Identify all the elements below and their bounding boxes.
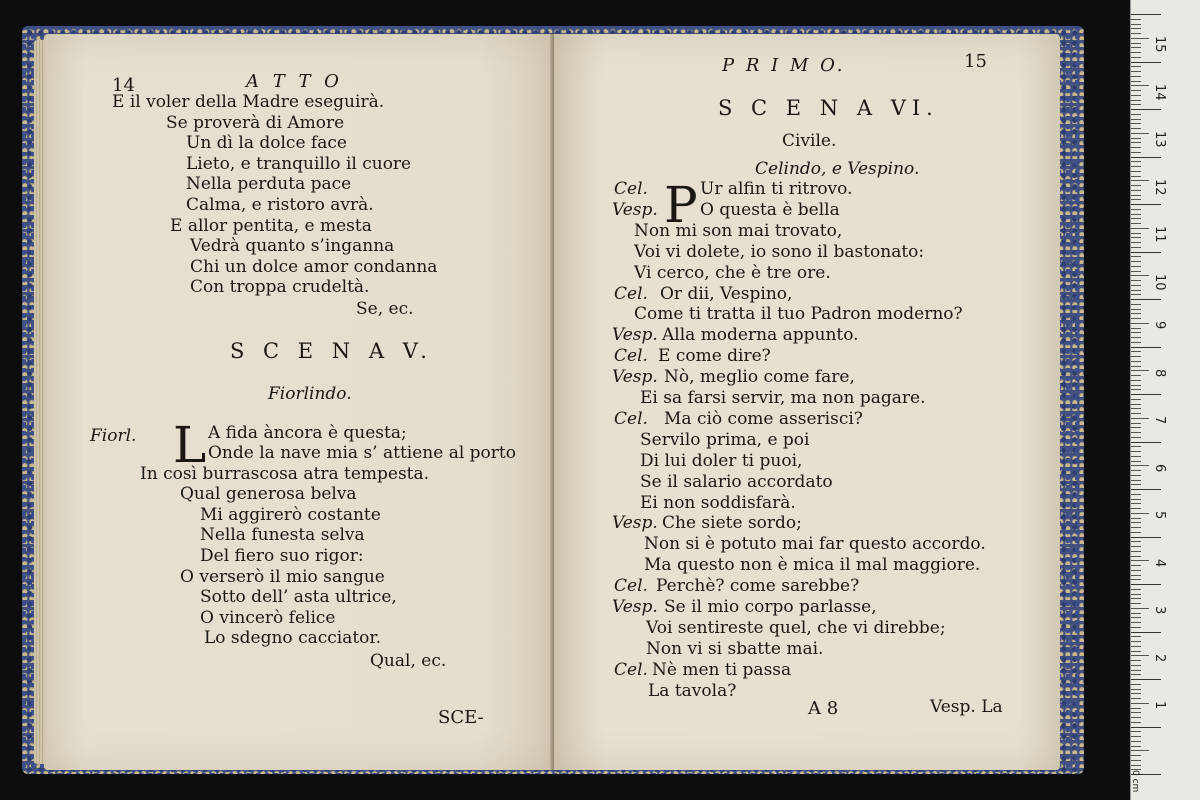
ruler-tick <box>1131 380 1141 381</box>
ruler-tick <box>1131 266 1141 267</box>
ruler-number: 3 <box>1152 606 1167 615</box>
ruler-tick <box>1131 556 1141 557</box>
ruler-tick <box>1131 537 1161 538</box>
ruler-tick <box>1131 636 1141 637</box>
ruler-tick <box>1131 703 1149 704</box>
ruler-tick <box>1131 309 1141 310</box>
ruler-tick <box>1131 575 1141 576</box>
ruler-tick <box>1131 674 1141 675</box>
ruler-tick <box>1131 342 1141 343</box>
dialogue-line: Vi cerco, che è tre ore. <box>634 262 831 283</box>
ruler-tick <box>1131 33 1141 34</box>
dialogue-line: E come dire? <box>658 346 771 367</box>
ruler-tick <box>1131 337 1141 338</box>
ruler-tick <box>1131 209 1141 210</box>
ruler-tick <box>1131 760 1141 761</box>
ruler-tick <box>1131 318 1141 319</box>
ruler-tick <box>1131 670 1141 671</box>
ruler-tick <box>1131 57 1141 58</box>
ruler-tick <box>1131 513 1149 514</box>
ruler-tick <box>1131 589 1141 590</box>
verse-line: In così burrascosa atra tempesta. <box>140 463 430 484</box>
dialogue-line: La tavola? <box>648 680 737 701</box>
ruler-tick <box>1131 465 1149 466</box>
ruler-tick <box>1131 480 1141 481</box>
dialogue-line: Se il mio corpo parlasse, <box>664 597 877 617</box>
ruler-tick <box>1131 332 1141 333</box>
verse-line: Lo sdegno cacciator. <box>204 628 382 649</box>
ruler-tick <box>1131 456 1141 457</box>
ruler-tick <box>1131 328 1141 329</box>
dialogue-line: Alla moderna appunto. <box>662 325 859 346</box>
catchword-right: Vesp. La <box>930 697 1003 717</box>
ruler-tick <box>1131 204 1161 205</box>
ruler-tick <box>1131 442 1161 443</box>
ruler-tick <box>1131 152 1141 153</box>
ruler-tick <box>1131 598 1141 599</box>
ruler-tick <box>1131 185 1141 186</box>
ruler-number: 2 <box>1152 653 1167 662</box>
ruler-tick <box>1131 684 1141 685</box>
ruler-tick <box>1131 617 1141 618</box>
ruler-number: 14 <box>1152 83 1167 101</box>
ruler-tick <box>1131 712 1141 713</box>
verse-line: Mi aggirerò costante <box>200 504 381 525</box>
ruler-tick <box>1131 161 1141 162</box>
ruler-tick <box>1131 389 1141 390</box>
ruler-tick <box>1131 228 1149 229</box>
ruler-tick <box>1131 508 1141 509</box>
ruler-tick <box>1131 717 1141 718</box>
ruler-tick <box>1131 727 1161 728</box>
dialogue-line: Voi sentireste quel, che vi direbbe; <box>646 617 946 638</box>
verse-line: O vincerò felice <box>200 607 336 628</box>
ruler-tick <box>1131 85 1149 86</box>
speaker-label: Vesp. <box>612 597 658 617</box>
ruler-tick <box>1131 527 1141 528</box>
dialogue-line: Servilo prima, e poi <box>640 429 810 450</box>
verse-line: Con troppa crudeltà. <box>190 277 370 298</box>
dialogue-line: Come ti tratta il tuo Padron moderno? <box>634 304 963 325</box>
speaker-label: Cel. <box>614 179 648 199</box>
verse-line: Nella perduta pace <box>186 174 352 195</box>
ruler-tick <box>1131 242 1141 243</box>
ruler-tick <box>1131 304 1141 305</box>
ruler-tick <box>1131 195 1141 196</box>
dialogue-line: Non si è potuto mai far questo accordo. <box>644 534 986 555</box>
ruler-tick <box>1131 100 1141 101</box>
ruler-tick <box>1131 603 1141 604</box>
ruler-tick <box>1131 570 1141 571</box>
ruler-tick <box>1131 119 1141 120</box>
scene-heading-right: S C E N A VI. <box>718 96 939 120</box>
verse-line: Chi un dolce amor condanna <box>190 256 438 277</box>
ruler-tick <box>1131 551 1141 552</box>
ruler-tick <box>1131 594 1141 595</box>
ruler-tick <box>1131 299 1161 300</box>
ruler-tick <box>1131 356 1141 357</box>
ruler-tick <box>1131 166 1141 167</box>
ruler-tick <box>1131 190 1141 191</box>
ruler-tick <box>1131 157 1161 158</box>
dialogue-line: Di lui doler ti puoi, <box>640 450 803 471</box>
ruler-tick <box>1131 518 1141 519</box>
ruler-tick <box>1131 413 1141 414</box>
ruler-tick <box>1131 233 1141 234</box>
ruler-tick <box>1131 651 1141 652</box>
ruler-number: 13 <box>1152 131 1167 148</box>
ruler-tick <box>1131 199 1141 200</box>
ruler-tick <box>1131 423 1141 424</box>
ruler-tick <box>1131 693 1141 694</box>
ruler-tick <box>1131 394 1161 395</box>
ruler-number: 5 <box>1152 511 1167 520</box>
ruler-tick <box>1131 484 1141 485</box>
verse1-end: Se, ec. <box>356 299 414 319</box>
ruler-tick <box>1131 418 1149 419</box>
ruler-tick <box>1131 218 1141 219</box>
ruler-tick <box>1131 261 1141 262</box>
ruler-tick <box>1131 565 1141 566</box>
page-number-left: 14 <box>112 75 135 96</box>
ruler-tick <box>1131 370 1149 371</box>
ruler-tick <box>1131 503 1141 504</box>
ruler-tick <box>1131 741 1141 742</box>
speaker-label: Vesp. <box>612 199 658 220</box>
ruler-tick <box>1131 689 1141 690</box>
ruler-tick <box>1131 237 1141 238</box>
ruler-tick <box>1131 24 1141 25</box>
ruler-tick <box>1131 323 1149 324</box>
ruler-tick <box>1131 123 1141 124</box>
ruler-tick <box>1131 385 1141 386</box>
ruler-tick <box>1131 746 1141 747</box>
verse-line: O verserò il mio sangue <box>180 566 385 587</box>
ruler-number: 4 <box>1152 558 1167 567</box>
ruler-tick <box>1131 252 1161 253</box>
ruler-tick <box>1131 731 1141 732</box>
speaker-label: Vesp. <box>612 325 658 346</box>
ruler-tick <box>1131 52 1141 53</box>
ruler-tick <box>1131 114 1141 115</box>
verse-line: Vedrà quanto s’inganna <box>190 236 395 257</box>
verse-line: Lieto, e tranquillo il cuore <box>186 153 412 174</box>
ruler-tick <box>1131 708 1141 709</box>
ruler-tick <box>1131 71 1141 72</box>
ruler-tick <box>1131 437 1141 438</box>
signature-mark: A 8 <box>808 698 839 719</box>
ruler-tick <box>1131 351 1141 352</box>
ruler-tick <box>1131 142 1141 143</box>
ruler-tick <box>1131 655 1149 656</box>
scene-characters-right: Celindo, e Vespino. <box>755 159 920 179</box>
ruler-tick <box>1131 133 1149 134</box>
ruler-tick <box>1131 290 1141 291</box>
ruler-tick <box>1131 399 1141 400</box>
ruler-tick <box>1131 347 1161 348</box>
running-head-right: P R I M O. <box>722 55 846 76</box>
ruler-tick <box>1131 62 1161 63</box>
ruler-tick <box>1131 271 1141 272</box>
ruler-tick <box>1131 19 1141 20</box>
ruler-tick <box>1131 722 1141 723</box>
ruler-tick <box>1131 494 1141 495</box>
dropcap-p: P <box>664 176 698 234</box>
ruler-tick <box>1131 489 1161 490</box>
ruler-tick <box>1131 38 1149 39</box>
ruler-tick <box>1131 280 1141 281</box>
dialogue-line: Ma questo non è mica il mal maggiore. <box>644 555 981 576</box>
speaker-fiorl: Fiorl. <box>90 426 137 446</box>
speaker-label: Cel. <box>614 659 648 680</box>
ruler-tick <box>1131 532 1141 533</box>
ruler-tick <box>1131 138 1141 139</box>
ruler-tick <box>1131 736 1141 737</box>
ruler-tick <box>1131 275 1149 276</box>
ruler-tick <box>1131 679 1161 680</box>
ruler-tick <box>1131 95 1141 96</box>
ruler-tick <box>1131 461 1141 462</box>
dialogue-line: O questa è bella <box>700 199 840 220</box>
ruler-tick <box>1131 109 1161 110</box>
dialogue-line: Voi vi dolete, io sono il bastonato: <box>634 241 925 262</box>
dialogue-line: Nò, meglio come fare, <box>664 367 855 388</box>
ruler-tick <box>1131 171 1141 172</box>
ruler-tick <box>1131 294 1141 295</box>
ruler-tick <box>1131 28 1141 29</box>
scene-character-left: Fiorlindo. <box>268 384 352 404</box>
ruler-tick <box>1131 408 1141 409</box>
scene-heading-left: S C E N A V. <box>230 339 433 363</box>
ruler-number: 15 <box>1152 36 1167 53</box>
ruler-tick <box>1131 285 1141 286</box>
ruler-tick <box>1131 646 1141 647</box>
dialogue-line: Che siete sordo; <box>662 513 802 534</box>
ruler-tick <box>1131 765 1141 766</box>
ruler-tick <box>1131 660 1141 661</box>
speaker-label: Cel. <box>614 346 648 367</box>
ruler-tick <box>1131 247 1141 248</box>
ruler-tick <box>1131 579 1141 580</box>
dialogue-line: Ma ciò come asserisci? <box>664 408 863 429</box>
catchword-left: SCE- <box>438 707 484 728</box>
ruler-tick <box>1131 104 1141 105</box>
ruler-tick <box>1131 81 1141 82</box>
verse-line: Un dì la dolce face <box>186 133 347 154</box>
ruler-tick <box>1131 313 1141 314</box>
dialogue-line: Perchè? come sarebbe? <box>656 576 860 597</box>
ruler-number: 1 <box>1152 701 1167 710</box>
dialogue-line: Ei sa farsi servir, ma non pagare. <box>640 388 926 408</box>
ruler-tick <box>1131 375 1141 376</box>
dialogue-line: Se il salario accordato <box>640 471 833 492</box>
verse-line: Qual generosa belva <box>180 484 357 505</box>
ruler-tick <box>1131 446 1141 447</box>
ruler-tick <box>1131 541 1141 542</box>
first-line-left: A fida àncora è questa; <box>208 423 407 443</box>
ruler-tick <box>1131 223 1141 224</box>
speaker-label: Cel. <box>614 283 648 304</box>
ruler-number: 9 <box>1152 321 1167 330</box>
ruler-number: 11 <box>1152 226 1167 243</box>
ruler-tick <box>1131 499 1141 500</box>
ruler-tick <box>1131 613 1141 614</box>
ruler-tick <box>1131 180 1149 181</box>
ruler-tick <box>1131 546 1141 547</box>
ruler-number: 7 <box>1152 416 1167 425</box>
verse-line: E il voler della Madre eseguirà. <box>112 92 385 112</box>
ruler-tick <box>1131 14 1161 15</box>
verse-line: Del fiero suo rigor: <box>200 546 364 566</box>
ruler-tick <box>1131 361 1141 362</box>
ruler-number: 6 <box>1152 463 1167 472</box>
dialogue-line: Non mi son mai trovato, <box>634 220 843 241</box>
verse-line: Calma, e ristoro avrà. <box>186 195 374 215</box>
ruler-tick <box>1131 608 1149 609</box>
dropcap-l: L <box>173 416 207 474</box>
verse-line: Sotto dell’ asta ultrice, <box>200 587 397 608</box>
dialogue-line: Non vi si sbatte mai. <box>646 638 824 659</box>
ruler-tick <box>1131 627 1141 628</box>
ruler-tick <box>1131 470 1141 471</box>
ruler-tick <box>1131 750 1149 751</box>
ruler-tick <box>1131 214 1141 215</box>
ruler-tick <box>1131 43 1141 44</box>
ruler-tick <box>1131 427 1141 428</box>
scene-setting: Civile. <box>782 131 837 151</box>
ruler-tick <box>1131 755 1141 756</box>
ruler-tick <box>1131 432 1141 433</box>
running-head-left: A T T O <box>246 71 343 92</box>
ruler-tick <box>1131 76 1141 77</box>
ruler-tick <box>1131 47 1141 48</box>
ruler-tick <box>1131 256 1141 257</box>
ruler-tick <box>1131 128 1141 129</box>
ruler-tick <box>1131 522 1141 523</box>
ruler-number: 10 <box>1152 273 1167 291</box>
ruler-tick <box>1131 90 1141 91</box>
ruler-tick <box>1131 404 1141 405</box>
speaker-label: Vesp. <box>612 367 658 388</box>
ruler-tick <box>1131 584 1161 585</box>
speaker-label: Cel. <box>614 408 648 429</box>
ruler-tick <box>1131 560 1149 561</box>
ruler-tick <box>1131 451 1141 452</box>
speaker-label: Vesp. <box>612 513 658 534</box>
ruler-tick <box>1131 698 1141 699</box>
verse2-end: Qual, ec. <box>370 651 447 671</box>
ruler-tick <box>1131 475 1141 476</box>
ruler-unit-label: 0 cm <box>1130 770 1140 793</box>
dialogue-line: Or dii, Vespino, <box>660 283 793 304</box>
ruler-tick <box>1131 66 1141 67</box>
dialogue-line: Ei non soddisfarà. <box>640 492 796 513</box>
verse-line: Nella funesta selva <box>200 525 365 546</box>
measurement-ruler <box>1130 0 1200 800</box>
verse-line: Se proverà di Amore <box>166 112 345 133</box>
dialogue-line: Ur alfin ti ritrovo. <box>700 179 853 199</box>
ruler-tick <box>1131 176 1141 177</box>
ruler-tick <box>1131 641 1141 642</box>
speaker-label: Cel. <box>614 576 648 597</box>
ruler-tick <box>1131 366 1141 367</box>
ruler-number: 12 <box>1152 178 1167 196</box>
verse-line: E allor pentita, e mesta <box>170 215 372 236</box>
ruler-tick <box>1131 665 1141 666</box>
ruler-tick <box>1131 147 1141 148</box>
ruler-tick <box>1131 632 1161 633</box>
dialogue-line: Nè men ti passa <box>652 659 792 680</box>
ruler-tick <box>1131 622 1141 623</box>
page-number-right: 15 <box>964 51 987 72</box>
verse-line: Onde la nave mia s’ attiene al porto <box>208 443 516 463</box>
ruler-number: 8 <box>1152 368 1167 377</box>
